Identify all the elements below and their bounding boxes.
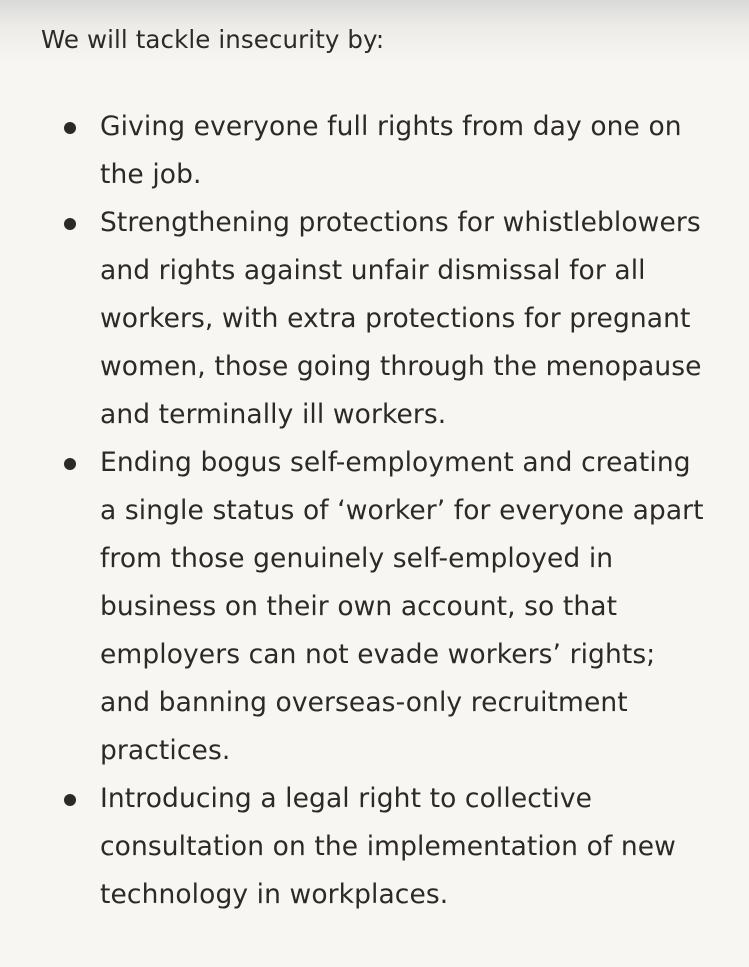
bullet-dot-icon [64,794,76,806]
intro-text: We will tackle insecurity by: [41,25,385,54]
bullet-dot-icon [64,458,76,470]
bullet-text: Ending bogus self-employment and creating a single status of ‘worker’ for everyone apart from those genuinely self-employed in business on their own account, so that employers can not evade workers’ rights; and banning overseas-only recruitment practices. [100,447,704,766]
bullet-dot-icon [64,122,76,134]
bullet-text: Strengthening protections for whistleblowers and rights against unfair dismissal for all workers, with extra protections for pregnant women, those going through the menopause and terminally ill workers. [100,207,702,430]
bullet-item [0,199,749,439]
bullet-text: Introducing a legal right to collective consultation on the implementation of new technology in workplaces. [100,783,676,910]
bullet-list [0,103,749,919]
bullet-text: Giving everyone full rights from day one on the job. [100,111,682,190]
bullet-item [0,439,749,775]
bullet-item [0,775,749,919]
bullet-dot-icon [64,218,76,230]
bullet-item [0,103,749,199]
